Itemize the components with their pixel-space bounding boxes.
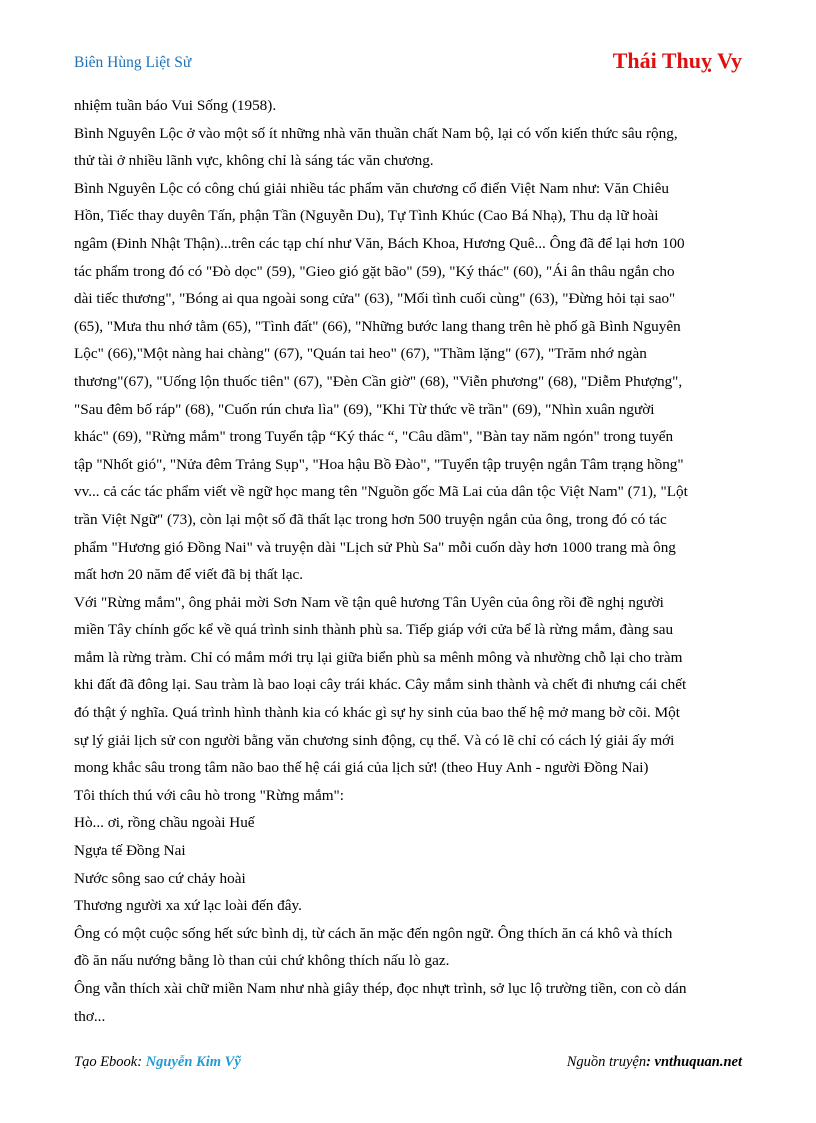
book-title: Biên Hùng Liệt Sử bbox=[74, 54, 192, 71]
text-line: sự lý giải lịch sử con người bằng văn chương sinh động, cụ thể. Và có lẽ chỉ có cách lý giải ấy mới bbox=[74, 731, 675, 749]
text-line: trần Việt Ngữ" (73), còn lại một số đã thất lạc trong hơn 500 truyện ngắn của ông, trong đó có tác bbox=[74, 510, 667, 528]
text-line: ngâm (Đinh Nhật Thận)...trên các tạp chí như Văn, Bách Khoa, Hương Quê... Ông đã để lại hơn 100 bbox=[74, 234, 685, 252]
source-site: vnthuquan.net bbox=[654, 1054, 742, 1070]
text-line: mắm là rừng tràm. Chỉ có mắm mới trụ lại giữa biển phù sa mênh mông và nhường chỗ lại cho tràm bbox=[74, 648, 683, 666]
document-body bbox=[74, 92, 746, 1030]
text-line: Ngựa tế Đồng Nai bbox=[74, 842, 186, 860]
text-line: Ông có một cuộc sống hết sức bình dị, từ cách ăn mặc đến ngôn ngữ. Ông thích ăn cá khô và thích bbox=[74, 924, 673, 942]
text-line: Bình Nguyên Lộc có công chú giải nhiều tác phẩm văn chương cổ điển Việt Nam như: Văn Chiêu bbox=[74, 179, 669, 197]
text-line: Bình Nguyên Lộc ở vào một số ít những nhà văn thuần chất Nam bộ, lại có vốn kiến thức sâu rộng, bbox=[74, 124, 678, 142]
source-credit bbox=[567, 1054, 742, 1071]
text-line: Với "Rừng mắm", ông phải mời Sơn Nam về tận quê hương Tân Uyên của ông rồi đề nghị người bbox=[74, 593, 664, 611]
text-line: tác phẩm trong đó có "Đò dọc" (59), "Gieo gió gặt bão" (59), "Ký thác" (60), "Ái ân thâu ngắn cho bbox=[74, 262, 675, 280]
text-line: Hò... ơi, rồng chầu ngoài Huế bbox=[74, 814, 255, 832]
ebook-credit bbox=[74, 1054, 241, 1071]
text-line: phẩm "Hương gió Đồng Nai" và truyện dài "Lịch sử Phù Sa" mỗi cuốn dày hơn 1000 trang mà ông bbox=[74, 538, 676, 556]
text-line: vv... cả các tác phẩm viết về ngữ học mang tên "Nguồn gốc Mã Lai của dân tộc Việt Nam" (71), "Lột bbox=[74, 483, 688, 501]
page-footer bbox=[74, 1054, 742, 1076]
text-line: mong khắc sâu trong tâm não bao thế hệ cái giá của lịch sử! (theo Huy Anh - người Đồng Nai) bbox=[74, 759, 649, 777]
text-line: dài tiếc thương", "Bóng ai qua ngoài song cửa" (63), "Mối tình cuối cùng" (63), "Đừng hỏi tại sao" bbox=[74, 290, 676, 308]
text-line: miền Tây chính gốc kể về quá trình sinh thành phù sa. Tiếp giáp với cửa bể là rừng mắm, đàng sau bbox=[74, 621, 674, 639]
text-line: Tôi thích thú với câu hò trong "Rừng mắm": bbox=[74, 786, 344, 804]
ebook-credit-label: Tạo Ebook bbox=[74, 1054, 138, 1070]
text-line: khi đất đã đông lại. Sau tràm là bao loại cây trái khác. Cây mắm sinh thành và chết đi nhưng cái chết bbox=[74, 676, 687, 694]
ebook-creator-name: Nguyễn Kim Vỹ bbox=[145, 1054, 241, 1070]
page-header bbox=[74, 46, 742, 80]
text-line: thơ... bbox=[74, 1007, 106, 1025]
text-line: đồ ăn nấu nướng bằng lò than củi chứ không thích nấu lò gaz. bbox=[74, 952, 450, 970]
ebook-credit-separator: : bbox=[137, 1054, 146, 1070]
text-line: Ông vẫn thích xài chữ miền Nam như nhà giây thép, đọc nhựt trình, sở lục lộ trường tiền, con cò dán bbox=[74, 980, 687, 997]
text-line: Lộc" (66),"Một nàng hai chàng" (67), "Quán tai heo" (67), "Thầm lặng" (67), "Trăm nhớ ngàn bbox=[74, 345, 647, 363]
source-credit-separator: : bbox=[646, 1054, 655, 1070]
text-line: "Sau đêm bố ráp" (68), "Cuốn rún chưa lìa" (69), "Khi Từ thức về trần" (69), "Nhìn xuân người bbox=[74, 400, 655, 418]
text-line: khác" (69), "Rừng mắm" trong Tuyển tập “Ký thác “, "Câu dầm", "Bàn tay năm ngón" trong tuyển bbox=[74, 428, 674, 446]
text-line: Hồn, Tiếc thay duyên Tấn, phận Tần (Nguyễn Du), Tự Tình Khúc (Cao Bá Nhạ), Thu dạ lữ hoài bbox=[74, 207, 659, 225]
text-line: mất hơn 20 năm để viết đã bị thất lạc. bbox=[74, 566, 304, 584]
source-credit-label: Nguồn truyện bbox=[566, 1054, 647, 1070]
text-line: Nước sông sao cứ chảy hoài bbox=[74, 869, 246, 887]
text-line: tập "Nhốt gió", "Nửa đêm Trảng Sụp", "Hoa hậu Bồ Đào", "Tuyển tập truyện ngắn Tâm trạng hồng" bbox=[74, 455, 684, 473]
text-line: thương"(67), "Uống lộn thuốc tiên" (67), "Đèn Cần giờ" (68), "Viễn phương" (68), "Diễm Phượng", bbox=[74, 372, 683, 390]
text-line: nhiệm tuần báo Vui Sống (1958). bbox=[74, 97, 277, 114]
author-name: Thái Thuỵ Vy bbox=[612, 48, 742, 73]
text-line: đó thật ý nghĩa. Quá trình hình thành kia có khác gì sự hy sinh của bao thế hệ mở mang bờ cõi. Một bbox=[74, 704, 680, 722]
text-line: thử tài ở nhiều lãnh vực, không chỉ là sáng tác văn chương. bbox=[74, 152, 434, 170]
text-line: Thương người xa xứ lạc loài đến đây. bbox=[74, 897, 302, 915]
text-line: (65), "Mưa thu nhớ tằm (65), "Tình đất" (66), "Những bước lang thang trên hè phố gã Bình Nguyên bbox=[74, 317, 681, 335]
